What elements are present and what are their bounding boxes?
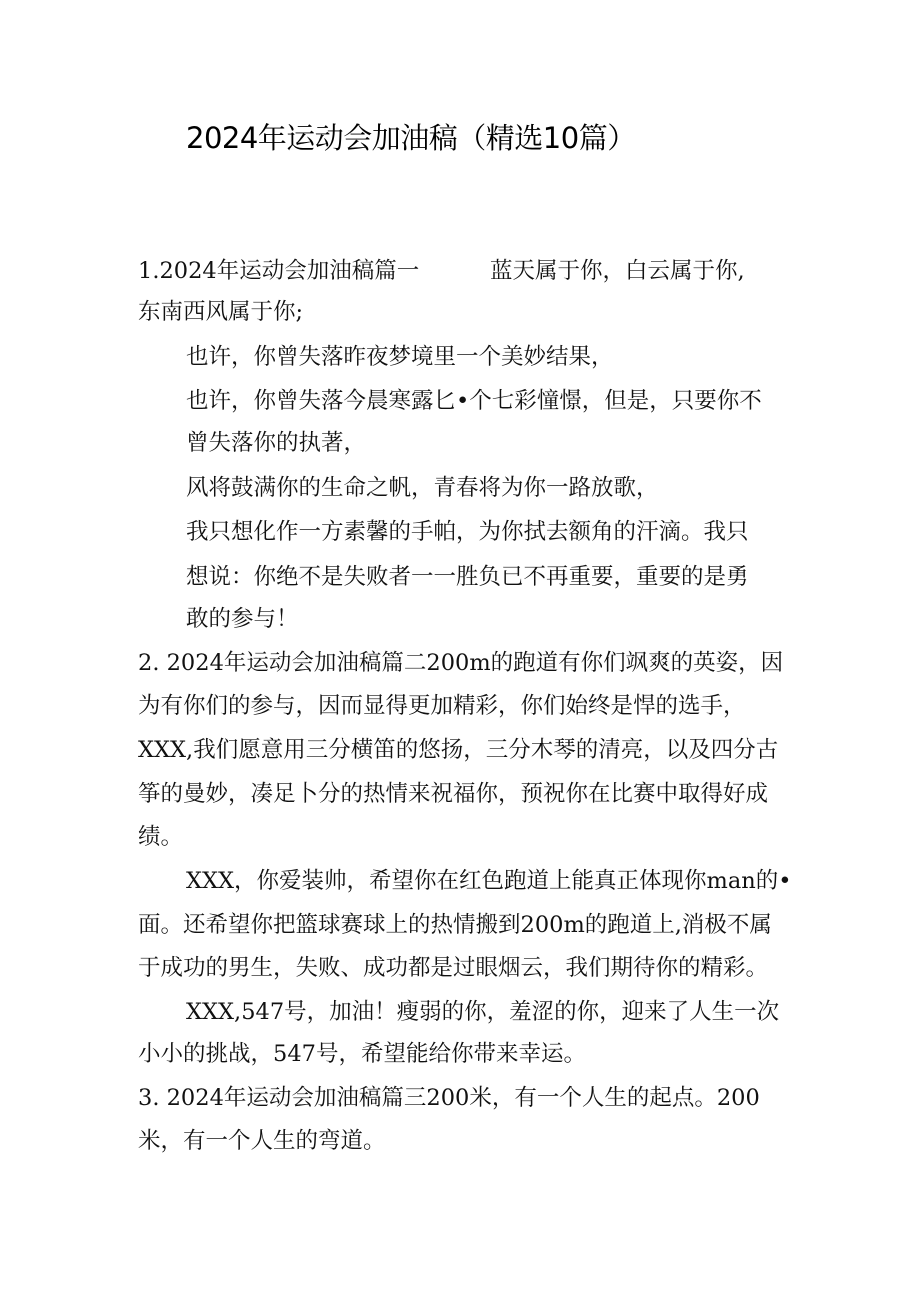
poem-line: 东南西风属于你; bbox=[138, 299, 304, 325]
poem-line: 敢的参与！ bbox=[186, 606, 299, 632]
paragraph-line: 筝的曼妙，凑足卜分的热情来祝福你，预祝你在比赛中取得好成 bbox=[138, 781, 769, 807]
poem-line: 风将鼓满你的生命之帆，青春将为你一路放歌， bbox=[186, 475, 659, 501]
paragraph-line: XXX，你爱装帅，希望你在红色跑道上能真正体现你man的• bbox=[186, 868, 792, 894]
section-1-first-line bbox=[138, 256, 745, 286]
paragraph-line: XXX,我们愿意用三分横笛的悠扬，三分木琴的清亮，以及四分古 bbox=[138, 737, 779, 763]
poem-line: 曾失落你的执著， bbox=[186, 430, 367, 456]
paragraph-line: 于成功的男生，失败、成功都是过眼烟云，我们期待你的精彩。 bbox=[138, 955, 769, 981]
paragraph-line: 面。还希望你把篮球赛球上的热情搬到200m的跑道上,消极不属 bbox=[138, 912, 772, 938]
poem-line: 蓝天属于你，白云属于你, bbox=[490, 258, 745, 284]
paragraph-line: 绩。 bbox=[138, 824, 184, 850]
paragraph-line: 2. 2024年运动会加油稿篇二200m的跑道有你们飒爽的英姿，因 bbox=[138, 650, 784, 676]
poem-line: 想说：你绝不是失败者一一胜负已不再重要，重要的是勇 bbox=[186, 564, 749, 590]
paragraph-line: 3. 2024年运动会加油稿篇三200米，有一个人生的起点。200 bbox=[138, 1085, 760, 1111]
poem-line: 也许，你曾失落昨夜梦境里一个美妙结果， bbox=[186, 344, 614, 370]
poem-line: 我只想化作一方素馨的手帕，为你拭去额角的汗滴。我只 bbox=[186, 519, 749, 545]
poem-line: 也许，你曾失落今晨寒露匕•个七彩憧憬，但是，只要你不 bbox=[186, 388, 762, 414]
paragraph-line: 米，有一个人生的弯道。 bbox=[138, 1128, 386, 1154]
paragraph-line: 为有你们的参与，因而显得更加精彩，你们始终是悍的选手， bbox=[138, 693, 746, 719]
section-1-heading: 1.2024年运动会加油稿篇一 bbox=[138, 258, 420, 284]
paragraph-line: 小小的挑战，547号，希望能给你带来幸运。 bbox=[138, 1041, 586, 1067]
paragraph-line: XXX,547号，加油！瘦弱的你，羞涩的你，迎来了人生一次 bbox=[186, 999, 780, 1025]
document-title: 2024年运动会加油稿（精选10篇） bbox=[186, 121, 636, 155]
